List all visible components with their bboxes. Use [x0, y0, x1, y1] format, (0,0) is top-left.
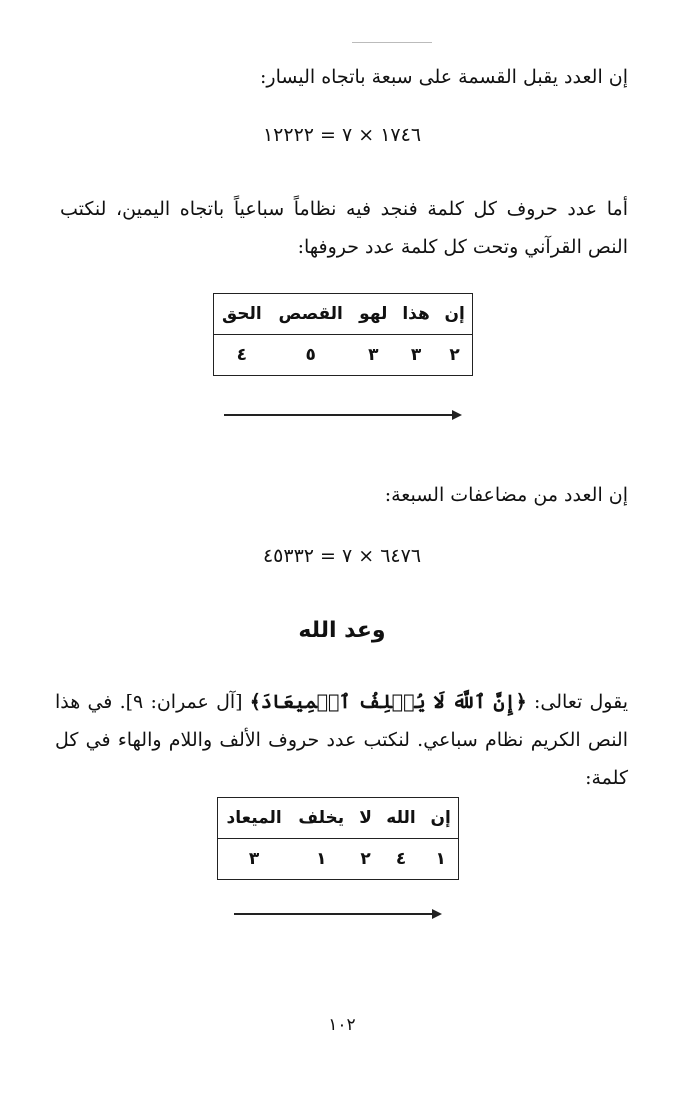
table-row-counts: [218, 839, 459, 880]
table-cell-word: إن: [437, 294, 472, 335]
table-cell-word: لهو: [352, 294, 395, 335]
table-cell-word: هذا: [395, 294, 437, 335]
multiple-of-seven-line: إن العدد من مضاعفات السبعة:: [384, 484, 628, 506]
table-row-counts: [214, 335, 473, 376]
paragraph-1: أما عدد حروف كل كلمة فنجد فيه نظاماً سباعياً باتجاه اليمين، لنكتب النص القرآني وتحت كل كلمة عدد حروفها:: [60, 198, 628, 258]
table-cell-count: ٤: [236, 345, 248, 365]
paragraph-2-start: يقول تعالى:: [526, 691, 628, 713]
table-cell-word: لا: [352, 798, 378, 839]
table-row-words: [214, 294, 473, 335]
table-cell-count: ٢: [449, 345, 460, 365]
letters-table-2: [217, 797, 459, 880]
table-cell-count: ٤: [395, 849, 407, 869]
letters-table-1: [213, 293, 473, 376]
table-cell-word: يخلف: [290, 798, 352, 839]
table-cell-count: ٣: [410, 345, 422, 365]
table-cell-count: ٥: [305, 345, 316, 365]
equation-2: ٦٤٧٦ × ٧ = ٤٥٣٣٢: [262, 545, 422, 567]
equation-1: ١٧٤٦ × ٧ = ١٢٢٢٢: [262, 124, 422, 146]
right-arrow-icon: [234, 913, 440, 915]
table-cell-count: ٢: [360, 849, 371, 869]
right-arrow-icon: [224, 414, 460, 416]
table-cell-word: القصص: [270, 294, 352, 335]
section-heading: وعد الله: [298, 618, 386, 643]
quran-verse: ﴿إِنَّ ٱللَّهَ لَا يُخۡلِفُ ٱلۡمِيعَادَ﴾: [249, 691, 527, 713]
paragraph-2: [55, 683, 628, 797]
table-cell-count: ٣: [368, 345, 379, 365]
table-cell-word: الحق: [214, 294, 270, 335]
header-rule: [352, 42, 432, 43]
table-cell-word: الله: [379, 798, 424, 839]
table-cell-word: إن: [423, 798, 458, 839]
table-cell-count: ١: [435, 849, 446, 869]
table-row-words: [218, 798, 459, 839]
page-number: ١٠٢: [328, 1015, 356, 1035]
table-cell-count: ٣: [248, 849, 260, 869]
intro-line: إن العدد يقبل القسمة على سبعة باتجاه اليسار:: [260, 66, 628, 88]
table-cell-count: ١: [316, 849, 327, 869]
paragraph-2-end: [آل عمران: ٩]. في هذا النص الكريم نظام سباعي. لنكتب عدد حروف الألف واللام والهاء في كل كلمة:: [55, 691, 628, 789]
table-cell-word: الميعاد: [218, 798, 291, 839]
